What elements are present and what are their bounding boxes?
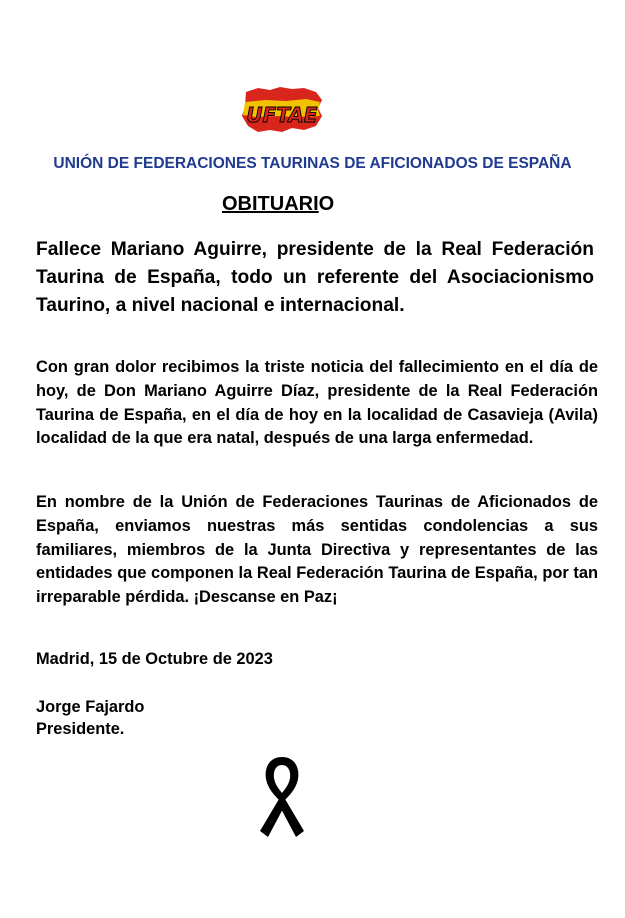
headline: Fallece Mariano Aguirre, presidente de la Real Federación Taurina de España, todo un referente del Asociacionismo Taurino, a nivel nacional e internacional.: [36, 239, 594, 316]
signer-name: Jorge Fajardo: [36, 698, 145, 716]
uftae-logo-graphic: [236, 84, 328, 136]
logo-text: UFTAE: [246, 103, 318, 127]
date-line: Madrid, 15 de Octubre de 2023: [36, 650, 273, 668]
document-title: [222, 193, 334, 216]
signature-block: [36, 696, 144, 740]
document-title-rest: O: [318, 193, 335, 215]
paragraph-condolences: En nombre de la Unión de Federaciones Taurinas de Aficionados de España, enviamos nuestras más sentidas condolencias a sus familiares, miembros de la Junta Directiva y representantes de las entidades que componen la Real Federación Taurina de España, por tan irreparable pérdida. ¡Descanse en Paz¡: [36, 493, 598, 607]
mourning-ribbon-icon: [252, 753, 312, 839]
signer-role: Presidente.: [36, 720, 125, 738]
uftae-logo: [236, 84, 328, 136]
paragraph-announcement: Con gran dolor recibimos la triste noticia del fallecimiento en el día de hoy, de Don Mariano Aguirre Díaz, presidente de la Real Federación Taurina de España, en el día de hoy en la localidad de Casavieja (Avila) localidad de la que era natal, después de una larga enfermedad.: [36, 358, 598, 448]
organization-name: UNIÓN DE FEDERACIONES TAURINAS DE AFICIONADOS DE ESPAÑA: [53, 155, 572, 172]
document-title-underlined: OBITUARI: [222, 193, 319, 215]
